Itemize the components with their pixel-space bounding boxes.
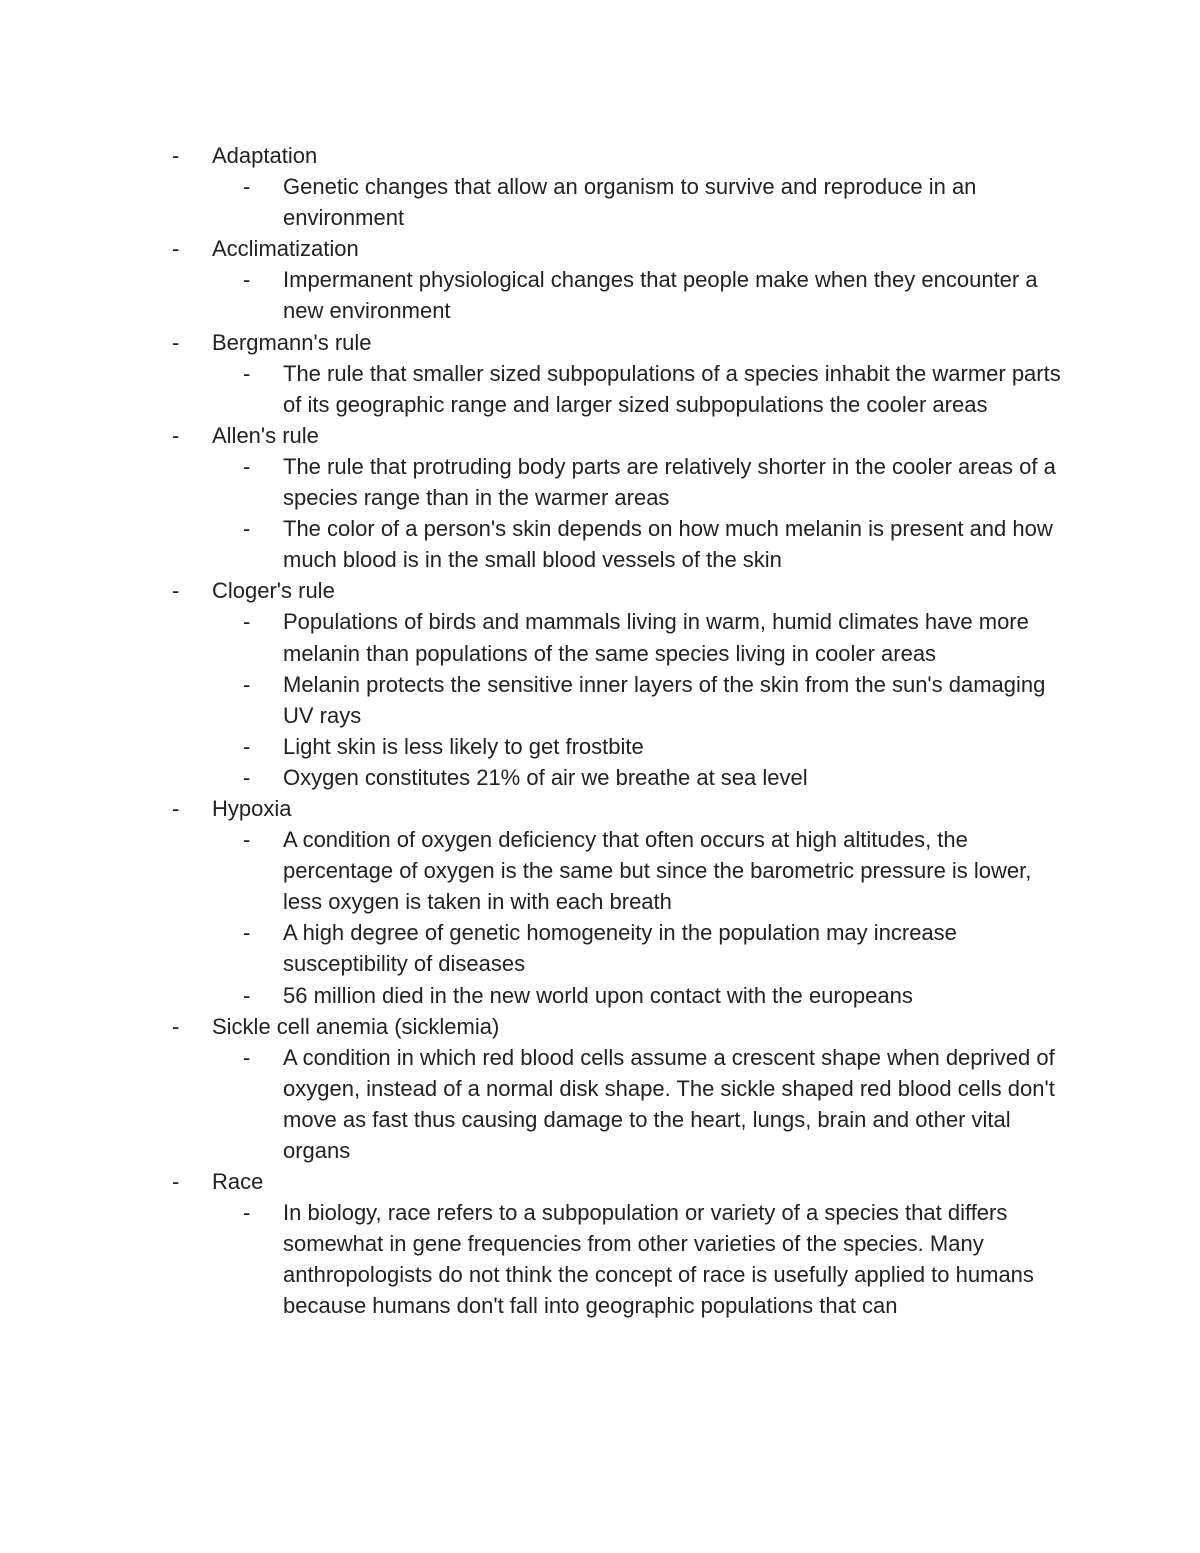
- bullet-dash: -: [243, 360, 251, 386]
- bullet-dash: -: [172, 1169, 180, 1195]
- term-clogers-rule: [0, 575, 1200, 793]
- bullet-dash: -: [243, 1044, 251, 1070]
- term-acclimatization: [0, 233, 1200, 326]
- sub-list: [212, 1042, 1200, 1166]
- bullet-dash: -: [243, 453, 251, 479]
- sub-item: [0, 264, 1200, 326]
- sub-item-text: The color of a person's skin depends on how much melanin is present and how much blood is in the small blood vessels of the skin: [283, 516, 1053, 573]
- sub-item-text: A condition in which red blood cells assume a crescent shape when deprived of oxygen, instead of a normal disk shape. The sickle shaped red blood cells don't move as fast thus causing damage to the heart, lungs, brain and other vital organs: [283, 1044, 1055, 1163]
- term-sickle-cell-anemia: [0, 1011, 1200, 1166]
- notes-list: [0, 140, 1200, 1322]
- bullet-dash: -: [243, 267, 251, 293]
- term-adaptation: [0, 140, 1200, 233]
- sub-item-text: Light skin is less likely to get frostbite: [283, 733, 644, 759]
- bullet-dash: -: [172, 795, 180, 821]
- bullet-dash: -: [243, 1200, 251, 1226]
- bullet-dash: -: [172, 236, 180, 262]
- term-label: Cloger's rule: [212, 578, 335, 604]
- term-bergmanns-rule: [0, 327, 1200, 420]
- bullet-dash: -: [172, 578, 180, 604]
- sub-item: [0, 917, 1200, 979]
- sub-item-text: Genetic changes that allow an organism to survive and reproduce in an environment: [283, 174, 977, 231]
- term-label: Allen's rule: [212, 422, 319, 448]
- sub-list: [212, 606, 1200, 793]
- bullet-dash: -: [172, 329, 180, 355]
- sub-item: [0, 451, 1200, 513]
- sub-item: [0, 358, 1200, 420]
- sub-item-text: The rule that smaller sized subpopulations of a species inhabit the warmer parts of its geographic range and larger sized subpopulations the cooler areas: [283, 360, 1061, 417]
- bullet-dash: -: [243, 982, 251, 1008]
- sub-list: [212, 1197, 1200, 1321]
- term-label: Race: [212, 1169, 264, 1195]
- sub-item-text: Impermanent physiological changes that people make when they encounter a new environment: [283, 267, 1038, 324]
- bullet-dash: -: [243, 516, 251, 542]
- sub-item: [0, 171, 1200, 233]
- bullet-dash: -: [172, 143, 180, 168]
- bullet-dash: -: [172, 1013, 180, 1039]
- term-label: Bergmann's rule: [212, 329, 372, 355]
- sub-list: [212, 171, 1200, 233]
- term-label: Acclimatization: [212, 236, 359, 262]
- term-allens-rule: [0, 420, 1200, 575]
- bullet-dash: -: [243, 174, 251, 200]
- sub-item-text: The rule that protruding body parts are relatively shorter in the cooler areas of a species range than in the warmer areas: [283, 453, 1056, 511]
- sub-item-text: A condition of oxygen deficiency that often occurs at high altitudes, the percentage of oxygen is the same but since the barometric pressure is lower, less oxygen is taken in with each breath: [283, 827, 1032, 915]
- sub-item-text: A high degree of genetic homogeneity in the population may increase susceptibility of diseases: [283, 920, 957, 977]
- bullet-dash: -: [243, 764, 251, 790]
- bullet-dash: -: [243, 733, 251, 759]
- term-hypoxia: [0, 793, 1200, 1011]
- term-label: Hypoxia: [212, 795, 292, 821]
- sub-item: [0, 606, 1200, 668]
- sub-item: [0, 824, 1200, 917]
- sub-item-text: Melanin protects the sensitive inner layers of the skin from the sun's damaging UV rays: [283, 671, 1046, 728]
- sub-item: [0, 762, 1200, 793]
- term-label: Adaptation: [212, 143, 318, 168]
- term-race: [0, 1166, 1200, 1321]
- sub-item-text: Populations of birds and mammals living in warm, humid climates have more melanin than populations of the same species living in cooler areas: [283, 609, 1029, 666]
- term-label: Sickle cell anemia (sicklemia): [212, 1013, 500, 1039]
- sub-item: [0, 1042, 1200, 1166]
- bullet-dash: -: [172, 422, 180, 448]
- sub-list: [212, 451, 1200, 575]
- sub-item-text: Oxygen constitutes 21% of air we breathe at sea level: [283, 764, 808, 790]
- sub-item-text: In biology, race refers to a subpopulation or variety of a species that differs somewhat in gene frequencies from other varieties of the species. Many anthropologists do not think the concept of race is usefully applied to humans because humans don't fall into geographic populations that can: [283, 1200, 1034, 1319]
- sub-item: [0, 513, 1200, 575]
- bullet-dash: -: [243, 827, 251, 853]
- bullet-dash: -: [243, 671, 251, 697]
- sub-item: [0, 1197, 1200, 1321]
- sub-list: [212, 824, 1200, 1011]
- sub-list: [212, 264, 1200, 326]
- sub-item-text: 56 million died in the new world upon contact with the europeans: [283, 982, 913, 1008]
- bullet-dash: -: [243, 920, 251, 946]
- sub-item: [0, 980, 1200, 1011]
- bullet-dash: -: [243, 609, 251, 635]
- sub-item: [0, 731, 1200, 762]
- sub-list: [212, 358, 1200, 420]
- sub-item: [0, 669, 1200, 731]
